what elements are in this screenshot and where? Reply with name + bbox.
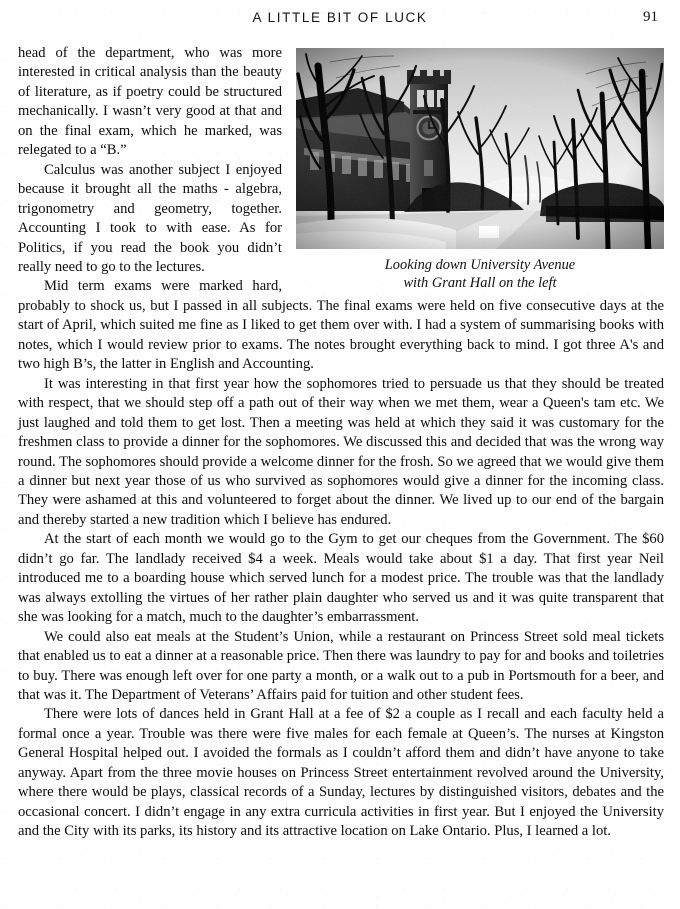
- page-number: 91: [643, 9, 658, 25]
- figure-university-avenue: [296, 48, 664, 292]
- paragraph-dances: There were lots of dances held in Grant Hall at a fee of $2 a couple as I recall and each faculty held a formal once a year. Trouble was there were five males for each female at Queen’s. The nurses at Kingston General Hospital helped out. I avoided the formals as I couldn’t afford them and didn’t have anyone to take anyway. Apart from the three movie houses on Princess Street entertainment revolved around the University, where there would be plays, classical records of a Sunday, lectures by distinguished visitors, debates and the occasional concert. I didn’t engage in any extra curricula activities in first year. But I enjoyed the University and the City with its parks, its history and its attractive location on Lake Ontario. Plus, I learned a lot.: [18, 706, 664, 840]
- paragraph-meals: We could also eat meals at the Student’s Union, while a restaurant on Princess Street sold meal tickets that enabled us to eat a dinner at a reasonable price. Then there was laundry to pay for and books and toiletries to buy. There was enough left over for one party a month, or a walk out to a pub in Portsmouth for a beer, and that was it. The Department of Veterans’ Affairs paid for tuition and other student fees.: [18, 628, 664, 703]
- running-head: [0, 10, 680, 32]
- photo-artwork: [296, 48, 664, 249]
- paragraph-continued: head of the department, who was more interested in critical analysis than the beauty of literature, as if poetry could be structured mechanically. I wasn’t very good at that and on the final exam, which he marked, was relegated to a “B.”: [18, 45, 282, 159]
- page-title: A LITTLE BIT OF LUCK: [252, 10, 428, 25]
- caption-line-1: Looking down University Avenue: [384, 257, 576, 273]
- paragraph-calculus: Calculus was another subject I enjoyed because it brought all the maths - algebra, trigonometry and geometry, together. Accounting I took to with ease. As for Politics, if you read the book you didn’t really need to go to the lectures.: [18, 161, 282, 275]
- paragraph-sophomores: It was interesting in that first year how the sophomores tried to persuade us that they should be treated with respect, that we should step off a path out of their way when we met them, wear a Queen's tam etc. We just laughed and told them to get lost. Then a meeting was held at which they said it was customary for the freshmen class to provide a dinner for the sophomores. We discussed this and decided that was the wrong way round. The sophomores should provide a welcome dinner for the frosh. So we agreed that we would give them a dinner but next year those of us who survived as sophomores would give a dinner for the incoming class. They were ashamed at this and volunteered to forget about the dinner. We lived up to our end of the bargain and thereby started a new tradition which I believe has endured.: [18, 375, 664, 528]
- figure-caption: [296, 256, 664, 292]
- body-text-column: [18, 44, 664, 842]
- paragraph-exams: Mid term exams were marked hard, probably to shock us, but I passed in all subjects. The final exams were held on five consecutive days at the start of April, which suited me fine as I liked to get them over with. I had a system of summarising books with notes, which I would review prior to exams. The notes brought everything back to mind. I got three A's and two high B’s, the latter in English and Accounting.: [18, 278, 664, 373]
- caption-line-2: with Grant Hall on the left: [403, 275, 557, 291]
- paragraph-money: At the start of each month we would go to the Gym to get our cheques from the Government. The $60 didn’t go far. The landlady received $4 a week. Meals would take about $1 a day. That first year Neil introduced me to a boarding house which served lunch for a modest price. The trouble was that the landlady was always extolling the virtues of her rather plain daughter who served us and it was quite transparent that she was looking for a match, much to the daughter’s embarrassment.: [18, 531, 664, 626]
- photograph: [296, 48, 664, 249]
